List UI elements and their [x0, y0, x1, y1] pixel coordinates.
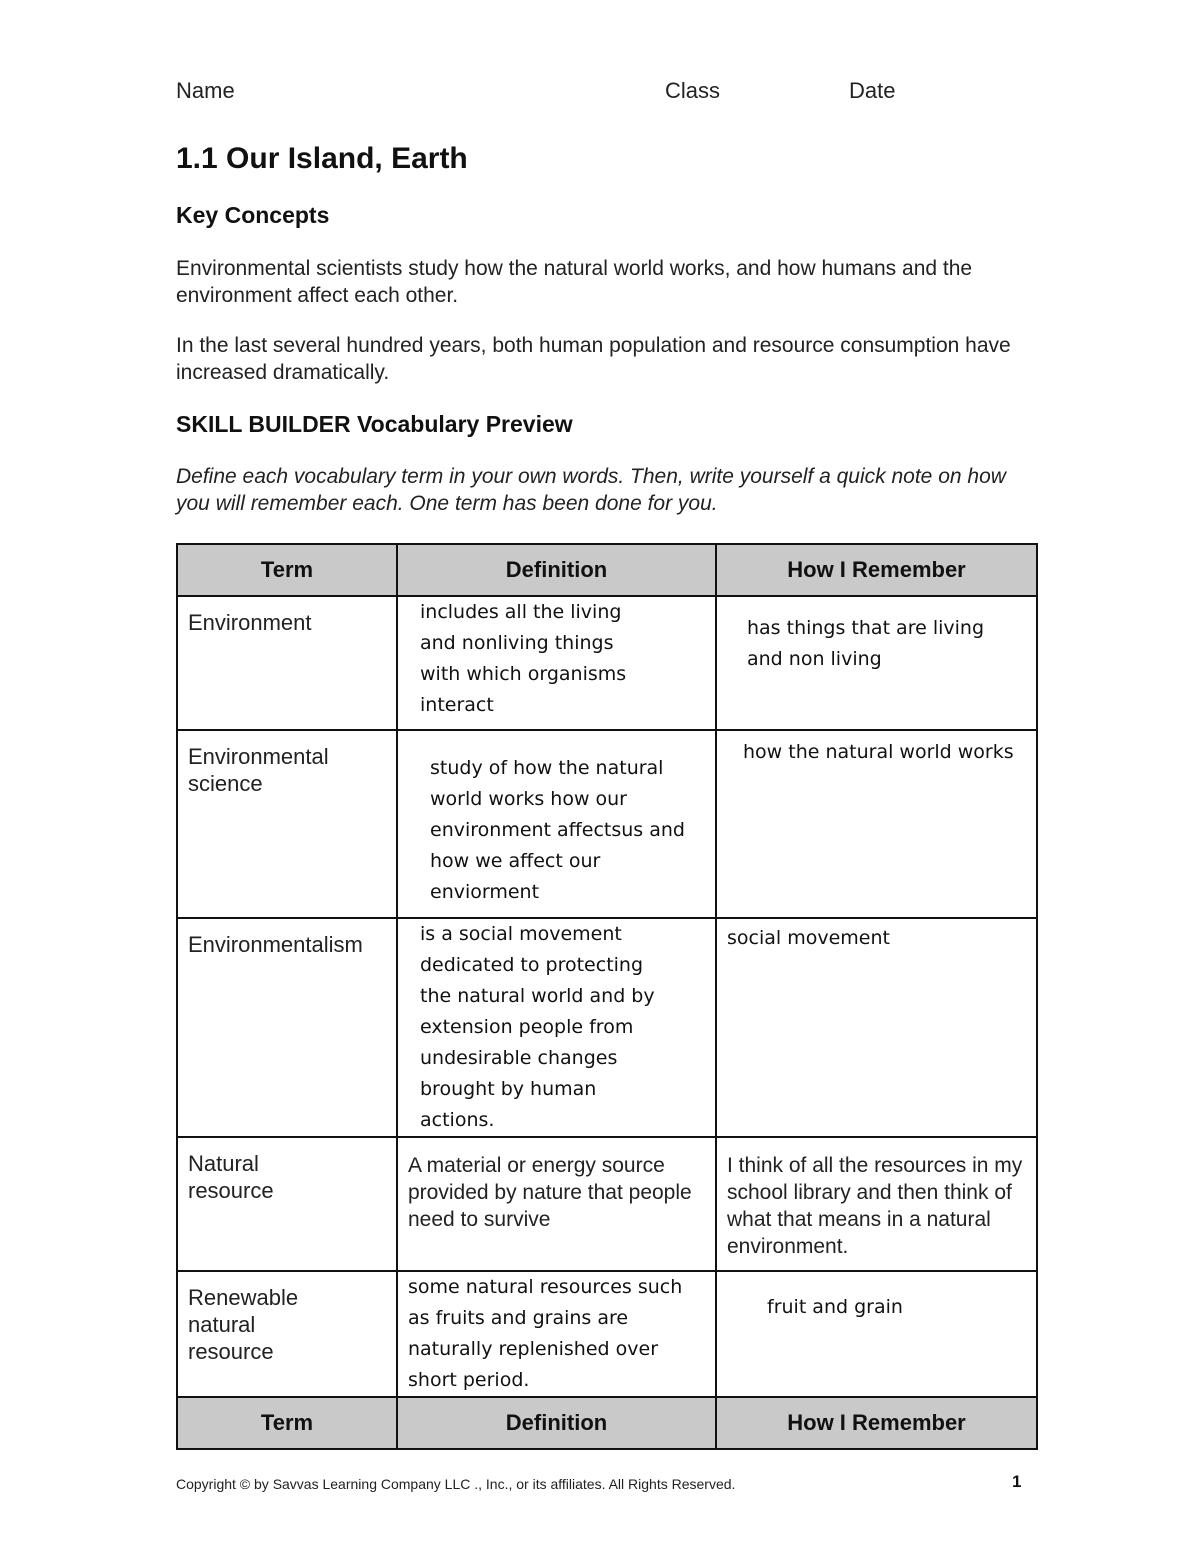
definition-text: includes all the living and nonliving things with which organisms interact [420, 601, 627, 716]
term-text: Environment [188, 610, 312, 635]
date-label: Date [849, 78, 896, 103]
term-cell [177, 596, 397, 730]
skill-builder-heading: SKILL BUILDER Vocabulary Preview [176, 411, 573, 437]
name-label: Name [176, 78, 235, 103]
remember-text: fruit and grain [767, 1296, 903, 1318]
remember-text: has things that are living and non living [747, 617, 985, 670]
table-row [177, 730, 1037, 918]
definition-text: some natural resources such as fruits and grains are naturally replenished over short period. [408, 1276, 683, 1391]
definition-cell[interactable] [397, 730, 716, 918]
definition-cell[interactable] [397, 1271, 716, 1397]
table-row [177, 596, 1037, 730]
term-cell [177, 730, 397, 918]
page-number: 1 [1012, 1472, 1022, 1491]
footer-how-i-remember: How I Remember [716, 1397, 1037, 1449]
remember-cell[interactable] [716, 730, 1037, 918]
table-footer-row [177, 1397, 1037, 1449]
header-how-i-remember: How I Remember [716, 544, 1037, 596]
definition-cell[interactable] [397, 1137, 716, 1271]
copyright-notice: Copyright © by Savvas Learning Company LLC ., Inc., or its affiliates. All Rights Reserved. [176, 1476, 736, 1492]
remember-cell[interactable] [716, 1271, 1037, 1397]
skill-builder-instructions: Define each vocabulary term in your own words. Then, write yourself a quick note on how you will remember each. One term has been done for you. [176, 465, 1006, 515]
remember-cell[interactable] [716, 596, 1037, 730]
remember-text: I think of all the resources in my school library and then think of what that means in a natural environment. [727, 1154, 1023, 1258]
table-header-row [177, 544, 1037, 596]
remember-cell[interactable] [716, 1137, 1037, 1271]
term-cell [177, 1137, 397, 1271]
table-row [177, 1137, 1037, 1271]
definition-text: is a social movement dedicated to protecting the natural world and by extension people from undesirable changes brought by human actions. [420, 923, 655, 1131]
definition-text: study of how the natural world works how our environment affectsus and how we affect our enviorment [430, 757, 685, 903]
term-text: Environmental science [188, 744, 329, 796]
footer-term: Term [177, 1397, 397, 1449]
table-row [177, 1271, 1037, 1397]
term-text: Renewable natural resource [188, 1285, 299, 1364]
key-concept-paragraph-2: In the last several hundred years, both human population and resource consumption have increased dramatically. [176, 334, 1011, 384]
table-row [177, 918, 1037, 1137]
term-text: Natural resource [188, 1151, 274, 1203]
definition-cell[interactable] [397, 596, 716, 730]
key-concept-paragraph-1: Environmental scientists study how the natural world works, and how humans and the environment affect each other. [176, 257, 973, 307]
key-concepts-heading: Key Concepts [176, 202, 330, 228]
term-text: Environmentalism [188, 932, 363, 957]
header-term: Term [177, 544, 397, 596]
footer-definition: Definition [397, 1397, 716, 1449]
remember-text: how the natural world works [743, 741, 1014, 763]
header-definition: Definition [397, 544, 716, 596]
class-label: Class [665, 78, 721, 103]
definition-cell[interactable] [397, 918, 716, 1137]
definition-text: A material or energy source provided by nature that people need to survive [408, 1154, 692, 1231]
vocabulary-table [176, 543, 1038, 1450]
remember-text: social movement [727, 927, 890, 949]
remember-cell[interactable] [716, 918, 1037, 1137]
page-title: 1.1 Our Island, Earth [176, 142, 468, 175]
term-cell [177, 918, 397, 1137]
term-cell [177, 1271, 397, 1397]
